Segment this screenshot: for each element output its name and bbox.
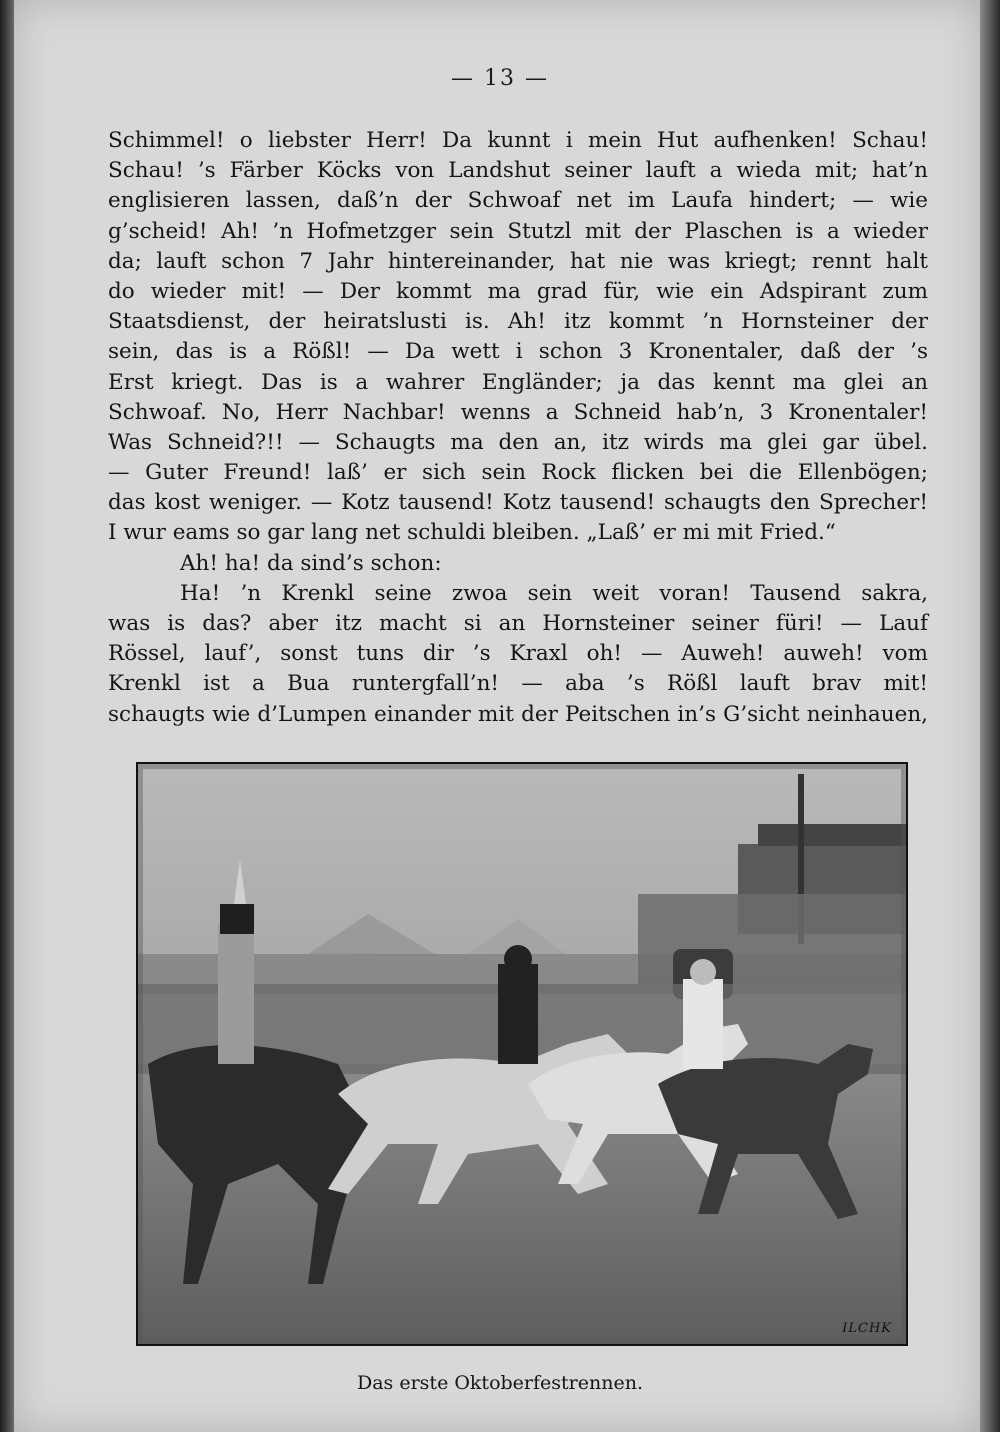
page-edge-shadow: [980, 0, 1000, 1432]
body-text: [108, 126, 928, 730]
jockey-cap: [504, 945, 532, 973]
text-line: Schau! ’s Färber Köcks von Landshut seiner lauft a wieda mit; hat’n: [108, 158, 928, 184]
text-line: Rössel, lauf’, sonst tuns dir ’s Kraxl oh! — Auweh! auweh! vom: [108, 641, 928, 667]
text-line: Ha! ’n Krenkl seine zwoa sein weit voran! Tausend sakra,: [180, 580, 928, 606]
text-line: — Guter Freund! laß’ er sich sein Rock flicken bei die Ellenbögen;: [108, 460, 928, 486]
text-line: Staatsdienst, der heiratslusti is. Ah! itz kommt ’n Hornsteiner der: [108, 309, 928, 335]
grandstand-roof: [758, 824, 906, 846]
text-line: das kost weniger. — Kotz tausend! Kotz tausend! schaugts den Sprecher!: [108, 490, 928, 516]
text-line: Erst kriegt. Das is a wahrer Engländer; ja das kennt ma glei an: [108, 369, 928, 395]
text-line: do wieder mit! — Der kommt ma grad für, wie ein Adspirant zum: [108, 278, 928, 304]
text-line: Ah! ha! da sind’s schon:: [180, 550, 442, 576]
text-line: englisieren lassen, daß’n der Schwoaf net im Laufa hindert; — wie: [108, 188, 928, 214]
text-line: Was Schneid?!! — Schaugts ma den an, itz wirds ma glei gar übel.: [108, 429, 928, 455]
book-spine-shadow: [0, 0, 14, 1432]
jockey-white: [683, 979, 723, 1069]
text-line: g’scheid! Ah! ’n Hofmetzger sein Stutzl mit der Plaschen is a wieder: [108, 218, 928, 244]
jockey-head: [690, 959, 716, 985]
text-line: Schwoaf. No, Herr Nachbar! wenns a Schneid hab’n, 3 Kronentaler!: [108, 399, 928, 425]
text-line: I wur eams so gar lang net schuldi bleiben. „Laß’ er mi mit Fried.“: [108, 520, 836, 546]
text-line: Schimmel! o liebster Herr! Da kunnt i mein Hut aufhenken! Schau!: [108, 128, 928, 153]
text-line: sein, das is a Rößl! — Da wett i schon 3 Kronentaler, daß der ’s: [108, 339, 928, 365]
text-line: da; lauft schon 7 Jahr hintereinander, hat nie was kriegt; rennt halt: [108, 248, 928, 274]
page-number: — 13 —: [451, 66, 549, 91]
text-line: was is das? aber itz macht si an Hornsteiner seiner füri! — Lauf: [108, 611, 928, 636]
jockey-dark: [498, 964, 538, 1064]
soldier-rider: [218, 924, 254, 1064]
horse-race-picture: [138, 764, 906, 1344]
figure-caption: Das erste Oktoberfestrennen.: [357, 1372, 643, 1394]
soldier-shako: [220, 904, 254, 934]
text-line: schaugts wie d’Lumpen einander mit der Peitschen in’s G’sicht neinhauen,: [108, 701, 928, 727]
text-line: Krenkl ist a Bua runtergfall’n! — aba ’s Rößl lauft brav mit!: [108, 671, 928, 697]
race-illustration: [136, 762, 908, 1346]
artist-signature: ILCHK: [842, 1321, 892, 1336]
